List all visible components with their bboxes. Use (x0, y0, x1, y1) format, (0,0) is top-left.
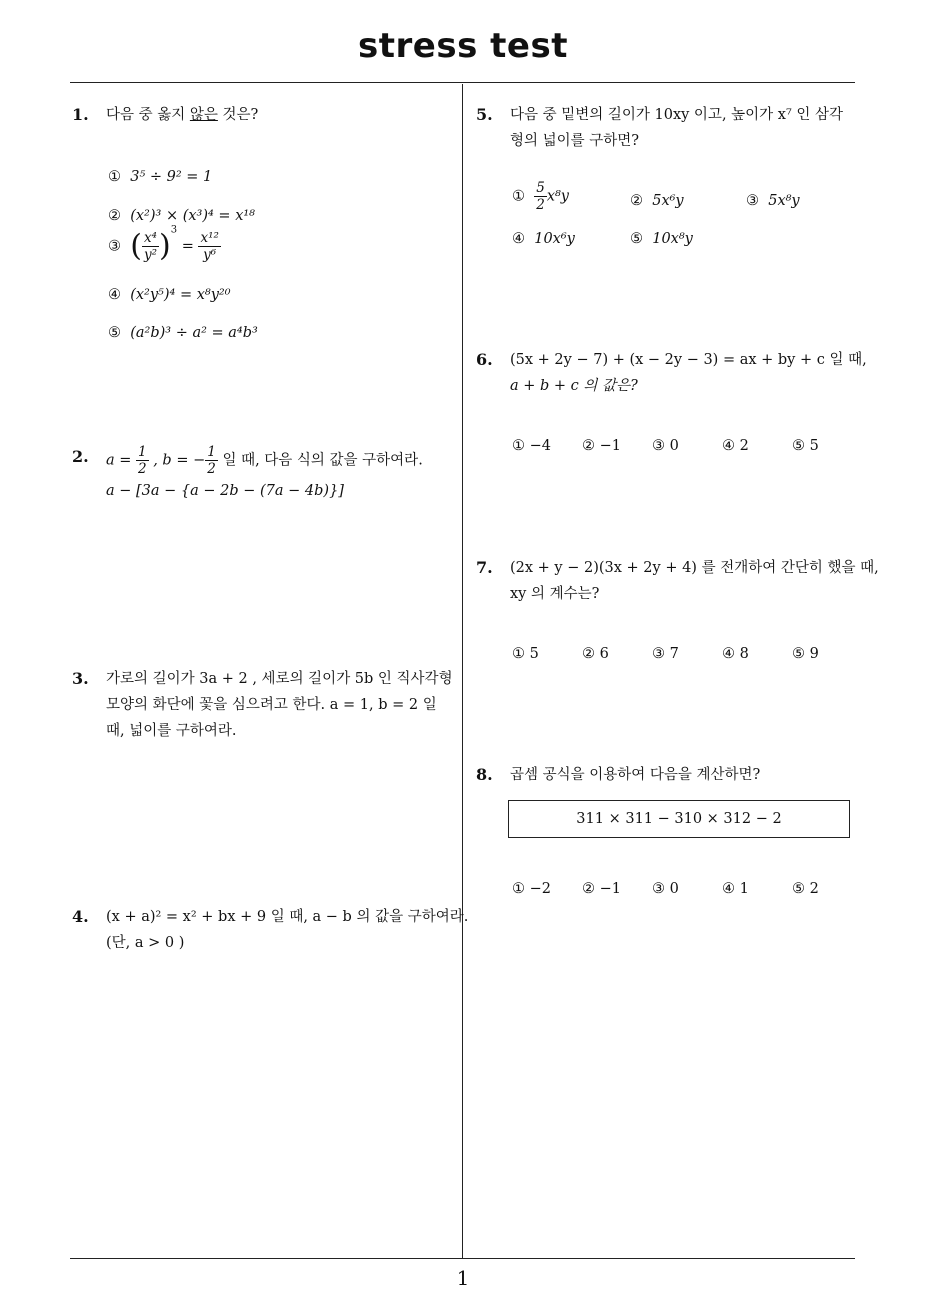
question-line-1: (x + a)² = x² + bx + 9 일 때, a − b 의 값을 구하여라. (106, 909, 469, 925)
option-5[interactable] (792, 641, 819, 667)
option-expr: (a²b)³ ÷ a² = a⁴b³ (130, 325, 258, 341)
question-number: 4. (72, 907, 89, 926)
question-number: 1. (72, 105, 89, 124)
fraction (142, 230, 159, 263)
option-1[interactable] (512, 433, 551, 459)
option-5[interactable] (630, 226, 693, 252)
option-marker: ① (512, 646, 525, 662)
fraction (198, 230, 220, 263)
question-number: 6. (476, 350, 493, 369)
top-rule (70, 82, 855, 83)
option-marker: ③ (652, 438, 665, 454)
page-title: stress test (358, 26, 568, 66)
option-marker: ① (512, 188, 525, 205)
question-line-1: (2x + y − 2)(3x + 2y + 4) 를 전개하여 간단히 했을 때, (510, 560, 879, 576)
option-5[interactable] (792, 433, 819, 459)
option-2[interactable] (108, 203, 255, 229)
option-3[interactable]: ③ ( $\frac{\text{x⁴}}{\text{y²}}$ )$^3$ = $\frac{\text{x¹²}}{\text{y⁶}}$ (108, 224, 219, 264)
fraction (534, 180, 547, 213)
fraction (136, 444, 149, 477)
option-expr: 10x⁶y (534, 231, 575, 247)
option-value: −1 (599, 438, 621, 454)
question-line-2: xy 의 계수는? (510, 586, 600, 602)
option-marker: ② (582, 438, 595, 454)
option-4[interactable] (722, 876, 749, 902)
option-4[interactable] (722, 641, 749, 667)
option-value: 6 (599, 646, 609, 662)
question-4 (72, 904, 469, 964)
option-marker: ① (512, 881, 525, 897)
question-tail: 일 때, 다음 식의 값을 구하여라. (222, 452, 423, 469)
fraction (205, 444, 218, 477)
option-1[interactable] (512, 876, 551, 902)
option-2[interactable] (582, 876, 621, 902)
option-4[interactable] (108, 282, 231, 308)
option-2[interactable] (582, 433, 621, 459)
option-value: 5 (529, 646, 539, 662)
boxed-expression: 311 × 311 − 310 × 312 − 2 (508, 800, 850, 838)
a-equals: a = (106, 452, 132, 469)
question-number: 5. (476, 105, 493, 124)
question-line-1: 곱셈 공식을 이용하여 다음을 계산하면? (510, 767, 761, 783)
expression: a − [3a − {a − 2b − (7a − 4b)}] (106, 483, 344, 499)
option-4[interactable] (722, 433, 749, 459)
option-marker: ③ (652, 646, 665, 662)
numerator: 1 (138, 444, 147, 460)
denominator: y⁶ (203, 247, 217, 263)
option-expr: 10x⁸y (652, 231, 693, 247)
question-number: 2. (72, 447, 89, 466)
question-text (106, 444, 423, 477)
exponent: 3 (170, 224, 178, 236)
question-1 (72, 102, 457, 352)
question-3 (72, 666, 457, 746)
question-number: 8. (476, 765, 493, 784)
option-marker: ② (630, 193, 643, 209)
option-5[interactable] (792, 876, 819, 902)
question-line-2: a + b + c 의 값은? (510, 378, 638, 394)
option-marker: ③ (746, 193, 759, 209)
option-1[interactable] (108, 164, 212, 190)
option-marker: ④ (108, 287, 121, 303)
option-marker: ④ (722, 438, 735, 454)
question-line-2: (단, a > 0 ) (106, 935, 185, 951)
option-marker: ⑤ (108, 325, 121, 341)
option-marker: ④ (512, 231, 525, 247)
question-number: 7. (476, 558, 493, 577)
option-value: 9 (809, 646, 819, 662)
option-2[interactable] (630, 188, 684, 214)
option-value: 2 (739, 438, 749, 454)
option-expr: x⁸y (546, 188, 569, 205)
option-expr: (x²y⁵)⁴ = x⁸y²⁰ (130, 287, 231, 303)
underlined-word: 않은 (189, 107, 218, 123)
bottom-rule (70, 1258, 855, 1259)
option-marker: ② (582, 881, 595, 897)
numerator: 1 (207, 444, 216, 460)
option-marker: ④ (722, 646, 735, 662)
option-expr: 5x⁸y (768, 193, 800, 209)
denominator: y² (143, 247, 157, 263)
option-value: 0 (669, 438, 679, 454)
option-marker: ① (108, 169, 121, 185)
question-7 (476, 555, 879, 665)
option-marker: ⑤ (630, 231, 643, 247)
denominator: 2 (138, 461, 147, 477)
option-marker: ⑤ (792, 881, 805, 897)
option-expr: (x²)³ × (x³)⁴ = x¹⁸ (130, 208, 255, 224)
option-3[interactable] (746, 188, 800, 214)
column-divider (462, 84, 463, 1258)
denominator: 2 (536, 197, 545, 213)
option-value: −1 (599, 881, 621, 897)
question-line-1: 가로의 길이가 3a + 2 , 세로의 길이가 5b 인 직사각형 (106, 671, 453, 687)
option-marker: ② (582, 646, 595, 662)
option-3[interactable] (652, 433, 679, 459)
option-2[interactable] (582, 641, 609, 667)
question-text (106, 102, 258, 128)
question-line-1: (5x + 2y − 7) + (x − 2y − 3) = ax + by + c 일 때, (510, 352, 867, 368)
b-equals: , b = − (153, 452, 206, 469)
option-value: 7 (669, 646, 679, 662)
option-expr: 5x⁶y (652, 193, 684, 209)
equals-sign: = (181, 238, 194, 255)
option-marker: ③ (108, 238, 121, 255)
option-marker: ⑤ (792, 438, 805, 454)
option-1[interactable] (512, 180, 569, 213)
option-value: 5 (809, 438, 819, 454)
option-value: 1 (739, 881, 749, 897)
option-3[interactable] (652, 876, 679, 902)
option-1[interactable] (512, 641, 539, 667)
page-number: 1 (456, 1266, 470, 1290)
option-expr: 3⁵ ÷ 9² = 1 (130, 169, 213, 185)
question-line-1: 다음 중 밑변의 길이가 10xy 이고, 높이가 x⁷ 인 삼각 (510, 107, 844, 123)
option-value: 8 (739, 646, 749, 662)
numerator: 5 (536, 180, 545, 196)
text-pre: 다음 중 옳지 (106, 107, 190, 123)
option-value: −4 (529, 438, 551, 454)
option-value: 0 (669, 881, 679, 897)
question-line-3: 때, 넓이를 구하여라. (106, 723, 237, 739)
option-3[interactable] (652, 641, 679, 667)
denominator: 2 (207, 461, 216, 477)
option-4[interactable] (512, 226, 575, 252)
question-5 (476, 102, 861, 252)
question-line-2: 모양의 화단에 꽃을 심으려고 한다. a = 1, b = 2 일 (106, 697, 437, 713)
option-marker: ③ (652, 881, 665, 897)
question-6 (476, 347, 867, 457)
numerator: x⁴ (142, 230, 159, 247)
question-8 (476, 762, 861, 902)
option-marker: ④ (722, 881, 735, 897)
option-5[interactable] (108, 320, 258, 346)
text-post: 것은? (217, 107, 259, 123)
option-value: −2 (529, 881, 551, 897)
option-marker: ② (108, 208, 121, 224)
question-2 (72, 444, 457, 514)
option-value: 2 (809, 881, 819, 897)
numerator: x¹² (200, 230, 219, 246)
option-marker: ⑤ (792, 646, 805, 662)
option-marker: ① (512, 438, 525, 454)
question-number: 3. (72, 669, 89, 688)
question-line-2: 형의 넓이를 구하면? (510, 133, 640, 149)
